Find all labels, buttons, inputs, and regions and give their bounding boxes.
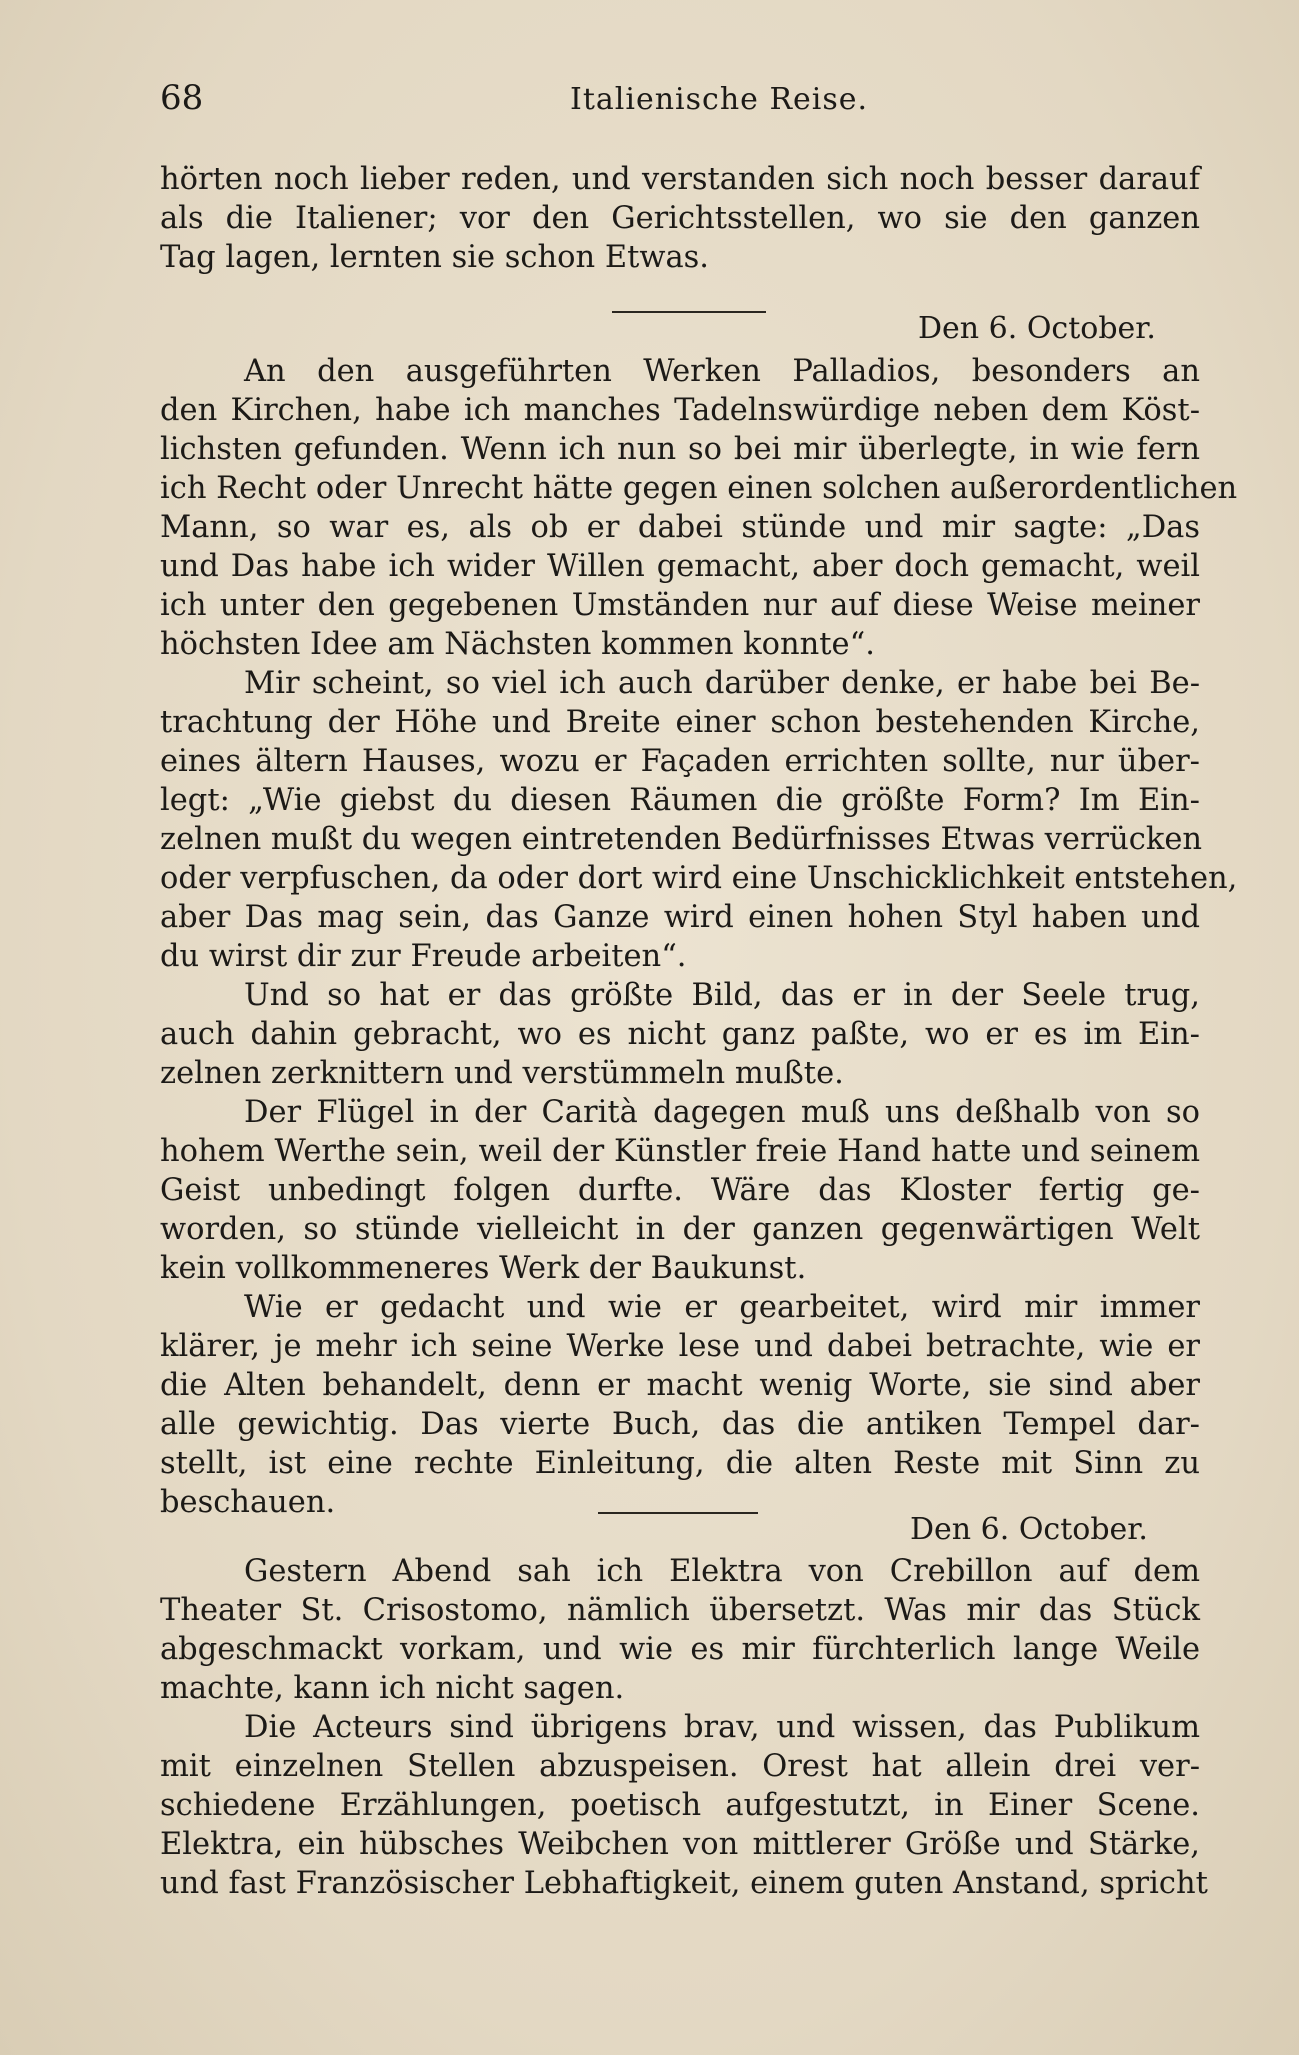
text-line: mit einzelnen Stellen abzuspeisen. Orest hat allein drei ver- xyxy=(160,1749,1200,1784)
text-line: die Alten behandelt, denn er macht wenig Worte, sie sind aber xyxy=(160,1368,1200,1403)
text-line: zelnen mußt du wegen eintretenden Bedürfnisses Etwas verrücken xyxy=(160,822,1203,857)
text-line: den Kirchen, habe ich manches Tadelnswürdige neben dem Köst- xyxy=(160,393,1200,428)
text-line: trachtung der Höhe und Breite einer schon bestehenden Kirche, xyxy=(160,705,1200,740)
text-line: aber Das mag sein, das Ganze wird einen hohen Styl haben und xyxy=(160,900,1200,935)
page-number: 68 xyxy=(160,78,204,118)
text-line: Mann, so war es, als ob er dabei stünde und mir sagte: „Das xyxy=(160,510,1200,545)
text-line: machte, kann ich nicht sagen. xyxy=(160,1671,625,1706)
text-line: abgeschmackt vorkam, und wie es mir fürchterlich lange Weile xyxy=(160,1632,1200,1667)
text-line: Elektra, ein hübsches Weibchen von mittlerer Größe und Stärke, xyxy=(160,1827,1200,1862)
text-block-1 xyxy=(160,160,1200,277)
text-line: alle gewichtig. Das vierte Buch, das die antiken Tempel dar- xyxy=(160,1407,1200,1442)
text-line: worden, so stünde vielleicht in der ganzen gegenwärtigen Welt xyxy=(160,1212,1200,1247)
text-line: klärer, je mehr ich seine Werke lese und dabei betrachte, wie er xyxy=(160,1329,1200,1364)
text-line: Der Flügel in der Carità dagegen muß uns deßhalb von so xyxy=(244,1095,1200,1130)
text-line: lichsten gefunden. Wenn ich nun so bei mir überlegte, in wie fern xyxy=(160,432,1200,467)
text-line: schiedene Erzählungen, poetisch aufgestutzt, in Einer Scene. xyxy=(160,1788,1200,1823)
text-line: kein vollkommeneres Werk der Baukunst. xyxy=(160,1251,807,1286)
text-line: und Das habe ich wider Willen gemacht, aber doch gemacht, weil xyxy=(160,549,1200,584)
text-line: ich Recht oder Unrecht hätte gegen einen solchen außerordentlichen xyxy=(160,471,1238,506)
text-line: als die Italiener; vor den Gerichtsstellen, wo sie den ganzen xyxy=(160,201,1200,236)
text-line: zelnen zerknittern und verstümmeln mußte. xyxy=(160,1056,844,1091)
text-line: Und so hat er das größte Bild, das er in der Seele trug, xyxy=(244,978,1200,1013)
text-line: Wie er gedacht und wie er gearbeitet, wird mir immer xyxy=(244,1290,1200,1325)
text-line: Die Acteurs sind übrigens brav, und wissen, das Publikum xyxy=(244,1710,1200,1745)
text-line: Gestern Abend sah ich Elektra von Crebillon auf dem xyxy=(244,1554,1200,1589)
text-line: auch dahin gebracht, wo es nicht ganz paßte, wo er es im Ein- xyxy=(160,1017,1200,1052)
page-header xyxy=(160,78,1220,128)
text-line: stellt, ist eine rechte Einleitung, die alten Reste mit Sinn zu xyxy=(160,1446,1200,1481)
text-line: An den ausgeführten Werken Palladios, besonders an xyxy=(244,354,1200,389)
text-line: du wirst dir zur Freude arbeiten“. xyxy=(160,939,687,974)
text-line: eines ältern Hauses, wozu er Façaden errichten sollte, nur über- xyxy=(160,744,1200,779)
text-line: hörten noch lieber reden, und verstanden sich noch besser darauf xyxy=(160,162,1200,197)
section-date: Den 6. October. xyxy=(918,311,1156,346)
text-line: höchsten Idee am Nächsten kommen konnte“. xyxy=(160,627,875,662)
text-line: ich unter den gegebenen Umständen nur auf diese Weise meiner xyxy=(160,588,1200,623)
text-block-2 xyxy=(160,352,1238,1522)
section-rule xyxy=(612,311,766,313)
running-title: Italienische Reise. xyxy=(570,82,869,117)
section-rule xyxy=(598,1512,758,1514)
section-date: Den 6. October. xyxy=(910,1512,1148,1547)
text-line: legt: „Wie giebst du diesen Räumen die größte Form? Im Ein- xyxy=(160,783,1200,818)
text-line: oder verpfuschen, da oder dort wird eine Unschicklichkeit entstehen, xyxy=(160,861,1238,896)
text-line: Tag lagen, lernten sie schon Etwas. xyxy=(160,240,709,275)
text-block-3 xyxy=(160,1552,1208,1903)
text-line: beschauen. xyxy=(160,1485,336,1520)
text-line: und fast Französischer Lebhaftigkeit, einem guten Anstand, spricht xyxy=(160,1866,1208,1901)
text-line: Mir scheint, so viel ich auch darüber denke, er habe bei Be- xyxy=(244,666,1200,701)
text-line: Geist unbedingt folgen durfte. Wäre das Kloster fertig ge- xyxy=(160,1173,1200,1208)
text-line: hohem Werthe sein, weil der Künstler freie Hand hatte und seinem xyxy=(160,1134,1200,1169)
text-line: Theater St. Crisostomo, nämlich übersetzt. Was mir das Stück xyxy=(160,1593,1200,1628)
